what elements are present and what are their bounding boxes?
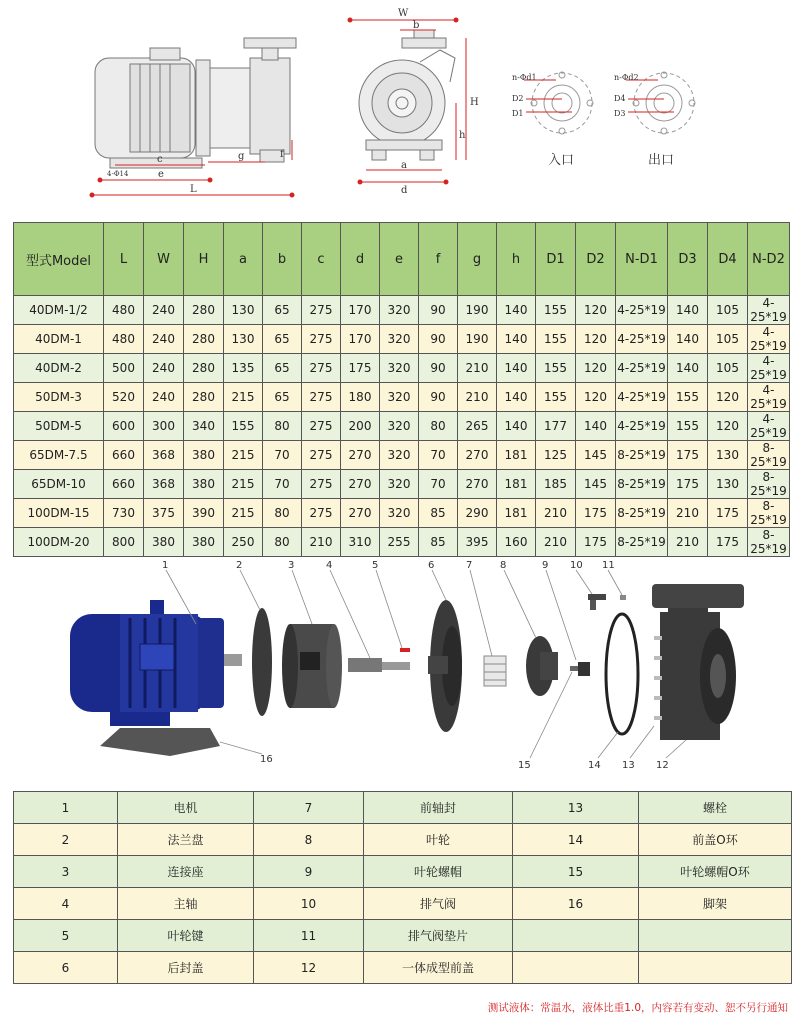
spec-row <box>14 499 790 528</box>
spec-cell: 210 <box>536 499 576 528</box>
spec-cell: 175 <box>576 499 616 528</box>
spec-cell: 240 <box>144 354 184 383</box>
spec-cell: 145 <box>576 441 616 470</box>
spec-cell: 240 <box>144 296 184 325</box>
spec-cell: 340 <box>184 412 224 441</box>
part-number-cell: 8 <box>254 824 364 856</box>
part-name-cell: 叶轮 <box>364 824 513 856</box>
spec-model-cell: 100DM-15 <box>14 499 104 528</box>
spec-cell: 380 <box>144 528 184 557</box>
spec-cell: 160 <box>497 528 536 557</box>
spec-cell: 215 <box>224 441 263 470</box>
callout-11: 11 <box>602 560 615 571</box>
spec-header-cell: N-D1 <box>616 223 668 296</box>
spec-row <box>14 296 790 325</box>
spec-cell: 140 <box>497 325 536 354</box>
spec-cell: 105 <box>708 296 748 325</box>
spec-cell: 320 <box>380 296 419 325</box>
spec-cell: 155 <box>668 412 708 441</box>
spec-header-cell: f <box>419 223 458 296</box>
spec-cell: 190 <box>458 296 497 325</box>
flange-plate-part <box>252 608 272 716</box>
spec-cell: 135 <box>224 354 263 383</box>
callout-9: 9 <box>542 560 549 571</box>
spec-cell: 80 <box>263 499 302 528</box>
spec-cell: 250 <box>224 528 263 557</box>
spec-header-cell: e <box>380 223 419 296</box>
spec-cell: 120 <box>576 354 616 383</box>
part-number-cell: 15 <box>513 856 639 888</box>
spec-cell: 270 <box>341 470 380 499</box>
spec-cell: 8-25*19 <box>748 499 790 528</box>
part-name-cell: 电机 <box>118 792 254 824</box>
callout-6: 6 <box>428 560 435 571</box>
part-number-cell <box>513 920 639 952</box>
dim-label-d: d <box>401 185 408 196</box>
spec-cell: 105 <box>708 325 748 354</box>
spec-cell: 275 <box>302 325 341 354</box>
callout-7: 7 <box>466 560 473 571</box>
spec-cell: 8-25*19 <box>748 470 790 499</box>
front-seal-part <box>484 656 506 686</box>
spec-cell: 270 <box>458 441 497 470</box>
spec-cell: 80 <box>419 412 458 441</box>
spec-cell: 8-25*19 <box>616 499 668 528</box>
outlet-d3-label: D3 <box>614 109 626 118</box>
spec-cell: 140 <box>668 354 708 383</box>
spec-header-cell: 型式Model <box>14 223 104 296</box>
spec-cell: 480 <box>104 296 144 325</box>
part-number-cell: 1 <box>14 792 118 824</box>
spec-cell: 660 <box>104 470 144 499</box>
spec-cell: 320 <box>380 383 419 412</box>
spec-cell: 130 <box>224 296 263 325</box>
main-shaft-part <box>348 658 410 672</box>
spec-cell: 275 <box>302 354 341 383</box>
side-view-drawing <box>95 38 296 168</box>
spec-cell: 140 <box>497 296 536 325</box>
parts-row <box>14 792 792 824</box>
spec-cell: 380 <box>184 528 224 557</box>
spec-cell: 600 <box>104 412 144 441</box>
part-number-cell: 12 <box>254 952 364 984</box>
footnote: 测试液体：常温水，液体比重1.0，内容若有变动、恕不另行通知 <box>487 1002 788 1014</box>
outlet-flange-drawing <box>633 72 695 134</box>
spec-cell: 4-25*19 <box>748 325 790 354</box>
spec-header-cell: L <box>104 223 144 296</box>
spec-row <box>14 412 790 441</box>
spec-header-cell: D3 <box>668 223 708 296</box>
spec-cell: 8-25*19 <box>616 470 668 499</box>
dim-label-bolts: 4-Φ14 <box>107 170 129 178</box>
spec-header-cell: D1 <box>536 223 576 296</box>
exploded-view-svg <box>0 556 800 776</box>
spec-cell: 155 <box>536 354 576 383</box>
spec-cell: 480 <box>104 325 144 354</box>
spec-cell: 175 <box>341 354 380 383</box>
part-number-cell: 11 <box>254 920 364 952</box>
dimension-drawings <box>0 0 800 212</box>
spec-cell: 290 <box>458 499 497 528</box>
vent-valve-part <box>588 594 626 610</box>
spec-cell: 70 <box>419 470 458 499</box>
spec-cell: 200 <box>341 412 380 441</box>
spec-model-cell: 50DM-5 <box>14 412 104 441</box>
spec-cell: 90 <box>419 325 458 354</box>
dim-label-h: h <box>459 130 466 141</box>
spec-table <box>13 222 790 557</box>
spec-cell: 140 <box>497 354 536 383</box>
part-number-cell: 13 <box>513 792 639 824</box>
spec-cell: 240 <box>144 383 184 412</box>
spec-cell: 8-25*19 <box>748 528 790 557</box>
spec-cell: 177 <box>536 412 576 441</box>
spec-cell: 320 <box>380 499 419 528</box>
spec-cell: 368 <box>144 470 184 499</box>
spec-cell: 210 <box>668 499 708 528</box>
parts-table-body <box>14 792 792 984</box>
spec-cell: 215 <box>224 499 263 528</box>
dim-label-W: W <box>398 8 409 19</box>
spec-header-cell: D4 <box>708 223 748 296</box>
spec-cell: 155 <box>536 296 576 325</box>
callout-1: 1 <box>162 560 169 571</box>
front-cover-oring-part <box>606 614 638 734</box>
spec-table-header <box>14 223 790 296</box>
parts-table <box>13 791 792 984</box>
part-name-cell: 法兰盘 <box>118 824 254 856</box>
spec-cell: 275 <box>302 441 341 470</box>
spec-cell: 130 <box>224 325 263 354</box>
spec-cell: 380 <box>184 470 224 499</box>
spec-model-cell: 100DM-20 <box>14 528 104 557</box>
spec-header-cell: d <box>341 223 380 296</box>
spec-cell: 800 <box>104 528 144 557</box>
spec-cell: 120 <box>576 325 616 354</box>
spec-cell: 130 <box>708 441 748 470</box>
dim-label-H: H <box>470 97 479 108</box>
part-number-cell <box>513 952 639 984</box>
callout-14: 14 <box>588 760 601 771</box>
spec-cell: 320 <box>380 325 419 354</box>
connecting-seat-part <box>282 624 342 708</box>
spec-cell: 181 <box>497 499 536 528</box>
part-name-cell <box>639 952 792 984</box>
part-name-cell: 后封盖 <box>118 952 254 984</box>
spec-cell: 210 <box>458 354 497 383</box>
parts-row <box>14 824 792 856</box>
spec-cell: 8-25*19 <box>616 441 668 470</box>
spec-cell: 70 <box>263 441 302 470</box>
part-number-cell: 2 <box>14 824 118 856</box>
spec-cell: 320 <box>380 354 419 383</box>
spec-header-row <box>14 223 790 296</box>
spec-row <box>14 441 790 470</box>
spec-cell: 120 <box>576 383 616 412</box>
dim-label-e: e <box>158 169 164 180</box>
spec-header-cell: h <box>497 223 536 296</box>
spec-row <box>14 383 790 412</box>
impeller-nut-part <box>570 662 590 676</box>
spec-cell: 320 <box>380 470 419 499</box>
inlet-flange-drawing <box>531 72 593 134</box>
spec-cell: 65 <box>263 325 302 354</box>
callout-16: 16 <box>260 754 273 765</box>
part-name-cell: 排气阀垫片 <box>364 920 513 952</box>
part-name-cell: 叶轮键 <box>118 920 254 952</box>
spec-cell: 155 <box>536 325 576 354</box>
part-name-cell <box>639 920 792 952</box>
spec-cell: 280 <box>184 296 224 325</box>
spec-cell: 265 <box>458 412 497 441</box>
part-number-cell: 4 <box>14 888 118 920</box>
spec-cell: 181 <box>497 470 536 499</box>
spec-cell: 80 <box>263 528 302 557</box>
part-number-cell: 7 <box>254 792 364 824</box>
spec-cell: 275 <box>302 499 341 528</box>
spec-row <box>14 528 790 557</box>
spec-cell: 70 <box>419 441 458 470</box>
spec-cell: 320 <box>380 412 419 441</box>
foot-stand-part <box>100 728 220 756</box>
spec-cell: 175 <box>576 528 616 557</box>
callout-12: 12 <box>656 760 669 771</box>
spec-model-cell: 65DM-7.5 <box>14 441 104 470</box>
part-number-cell: 9 <box>254 856 364 888</box>
spec-cell: 4-25*19 <box>616 383 668 412</box>
spec-cell: 4-25*19 <box>748 412 790 441</box>
spec-model-cell: 40DM-2 <box>14 354 104 383</box>
spec-cell: 85 <box>419 499 458 528</box>
part-name-cell: 前轴封 <box>364 792 513 824</box>
part-name-cell: 叶轮螺帽 <box>364 856 513 888</box>
spec-header-cell: H <box>184 223 224 296</box>
spec-cell: 380 <box>184 441 224 470</box>
spec-cell: 120 <box>708 383 748 412</box>
spec-cell: 175 <box>708 528 748 557</box>
spec-cell: 90 <box>419 296 458 325</box>
spec-cell: 155 <box>668 383 708 412</box>
dim-label-f: f <box>280 149 284 160</box>
spec-cell: 140 <box>668 325 708 354</box>
spec-cell: 4-25*19 <box>616 354 668 383</box>
inlet-holes-label: n-Φd1 <box>512 73 537 82</box>
exploded-view <box>0 556 800 776</box>
part-name-cell: 连接座 <box>118 856 254 888</box>
spec-cell: 730 <box>104 499 144 528</box>
spec-header-cell: b <box>263 223 302 296</box>
spec-header-cell: W <box>144 223 184 296</box>
callout-5: 5 <box>372 560 379 571</box>
parts-row <box>14 920 792 952</box>
drawings-svg <box>0 0 800 212</box>
spec-cell: 275 <box>302 383 341 412</box>
spec-header-cell: D2 <box>576 223 616 296</box>
spec-cell: 155 <box>536 383 576 412</box>
inlet-d1-label: D1 <box>512 109 524 118</box>
spec-cell: 70 <box>263 470 302 499</box>
spec-model-cell: 40DM-1/2 <box>14 296 104 325</box>
spec-cell: 140 <box>576 412 616 441</box>
spec-cell: 155 <box>224 412 263 441</box>
dim-label-a: a <box>401 160 407 171</box>
spec-cell: 120 <box>708 412 748 441</box>
spec-cell: 175 <box>708 499 748 528</box>
part-number-cell: 3 <box>14 856 118 888</box>
impeller-key-part <box>400 648 410 652</box>
outlet-holes-label: n-Φd2 <box>614 73 639 82</box>
part-number-cell: 14 <box>513 824 639 856</box>
spec-cell: 4-25*19 <box>616 296 668 325</box>
spec-cell: 120 <box>576 296 616 325</box>
inlet-caption: 入口 <box>548 153 575 168</box>
part-name-cell: 前盖O环 <box>639 824 792 856</box>
spec-cell: 190 <box>458 325 497 354</box>
spec-cell: 140 <box>497 383 536 412</box>
spec-cell: 105 <box>708 354 748 383</box>
callout-13: 13 <box>622 760 635 771</box>
spec-cell: 4-25*19 <box>748 296 790 325</box>
spec-cell: 140 <box>668 296 708 325</box>
spec-cell: 8-25*19 <box>748 441 790 470</box>
spec-cell: 210 <box>536 528 576 557</box>
spec-cell: 255 <box>380 528 419 557</box>
spec-cell: 170 <box>341 296 380 325</box>
callout-2: 2 <box>236 560 243 571</box>
spec-cell: 210 <box>302 528 341 557</box>
dim-label-c: c <box>157 154 163 165</box>
spec-table-body <box>14 296 790 557</box>
spec-cell: 215 <box>224 383 263 412</box>
part-number-cell: 5 <box>14 920 118 952</box>
callout-15: 15 <box>518 760 531 771</box>
outlet-d4-label: D4 <box>614 94 626 103</box>
spec-cell: 8-25*19 <box>616 528 668 557</box>
spec-cell: 175 <box>668 470 708 499</box>
spec-cell: 280 <box>184 383 224 412</box>
dim-label-L: L <box>190 184 197 195</box>
spec-row <box>14 325 790 354</box>
callout-10: 10 <box>570 560 583 571</box>
spec-cell: 500 <box>104 354 144 383</box>
parts-row <box>14 952 792 984</box>
spec-cell: 310 <box>341 528 380 557</box>
inlet-d2-label: D2 <box>512 94 524 103</box>
spec-header-cell: g <box>458 223 497 296</box>
spec-cell: 185 <box>536 470 576 499</box>
spec-row <box>14 470 790 499</box>
part-number-cell: 16 <box>513 888 639 920</box>
impeller-part <box>526 636 558 696</box>
callout-leader-lines <box>166 570 686 758</box>
dim-label-g: g <box>238 151 245 162</box>
part-name-cell: 叶轮螺帽O环 <box>639 856 792 888</box>
spec-cell: 125 <box>536 441 576 470</box>
spec-model-cell: 50DM-3 <box>14 383 104 412</box>
spec-cell: 240 <box>144 325 184 354</box>
part-name-cell: 螺栓 <box>639 792 792 824</box>
callout-8: 8 <box>500 560 507 571</box>
spec-cell: 80 <box>263 412 302 441</box>
spec-cell: 4-25*19 <box>616 412 668 441</box>
spec-cell: 175 <box>668 441 708 470</box>
spec-header-cell: N-D2 <box>748 223 790 296</box>
spec-cell: 65 <box>263 296 302 325</box>
callout-3: 3 <box>288 560 295 571</box>
front-cover-part <box>652 584 744 740</box>
part-name-cell: 脚架 <box>639 888 792 920</box>
spec-cell: 90 <box>419 383 458 412</box>
outlet-caption: 出口 <box>648 153 675 168</box>
spec-cell: 181 <box>497 441 536 470</box>
dim-label-b: b <box>413 20 420 31</box>
spec-header-cell: c <box>302 223 341 296</box>
spec-cell: 395 <box>458 528 497 557</box>
spec-cell: 368 <box>144 441 184 470</box>
spec-cell: 4-25*19 <box>748 383 790 412</box>
spec-cell: 130 <box>708 470 748 499</box>
spec-cell: 140 <box>497 412 536 441</box>
spec-row <box>14 354 790 383</box>
spec-cell: 275 <box>302 412 341 441</box>
spec-cell: 65 <box>263 383 302 412</box>
spec-cell: 180 <box>341 383 380 412</box>
spec-cell: 275 <box>302 470 341 499</box>
spec-cell: 170 <box>341 325 380 354</box>
motor-part <box>70 600 242 726</box>
spec-model-cell: 40DM-1 <box>14 325 104 354</box>
spec-cell: 4-25*19 <box>616 325 668 354</box>
spec-cell: 215 <box>224 470 263 499</box>
spec-cell: 90 <box>419 354 458 383</box>
spec-cell: 85 <box>419 528 458 557</box>
spec-cell: 375 <box>144 499 184 528</box>
spec-cell: 300 <box>144 412 184 441</box>
part-number-cell: 10 <box>254 888 364 920</box>
spec-cell: 660 <box>104 441 144 470</box>
spec-header-cell: a <box>224 223 263 296</box>
parts-row <box>14 888 792 920</box>
spec-cell: 270 <box>458 470 497 499</box>
spec-cell: 210 <box>458 383 497 412</box>
part-number-cell: 6 <box>14 952 118 984</box>
spec-cell: 4-25*19 <box>748 354 790 383</box>
part-name-cell: 主轴 <box>118 888 254 920</box>
spec-cell: 275 <box>302 296 341 325</box>
callout-4: 4 <box>326 560 333 571</box>
spec-cell: 145 <box>576 470 616 499</box>
spec-cell: 280 <box>184 325 224 354</box>
spec-cell: 520 <box>104 383 144 412</box>
spec-cell: 390 <box>184 499 224 528</box>
spec-cell: 320 <box>380 441 419 470</box>
part-name-cell: 排气阀 <box>364 888 513 920</box>
spec-model-cell: 65DM-10 <box>14 470 104 499</box>
front-view-drawing <box>359 30 455 160</box>
spec-cell: 210 <box>668 528 708 557</box>
spec-cell: 270 <box>341 441 380 470</box>
rear-cover-part <box>428 600 462 732</box>
part-name-cell: 一体成型前盖 <box>364 952 513 984</box>
spec-cell: 270 <box>341 499 380 528</box>
spec-cell: 65 <box>263 354 302 383</box>
parts-row <box>14 856 792 888</box>
spec-cell: 280 <box>184 354 224 383</box>
